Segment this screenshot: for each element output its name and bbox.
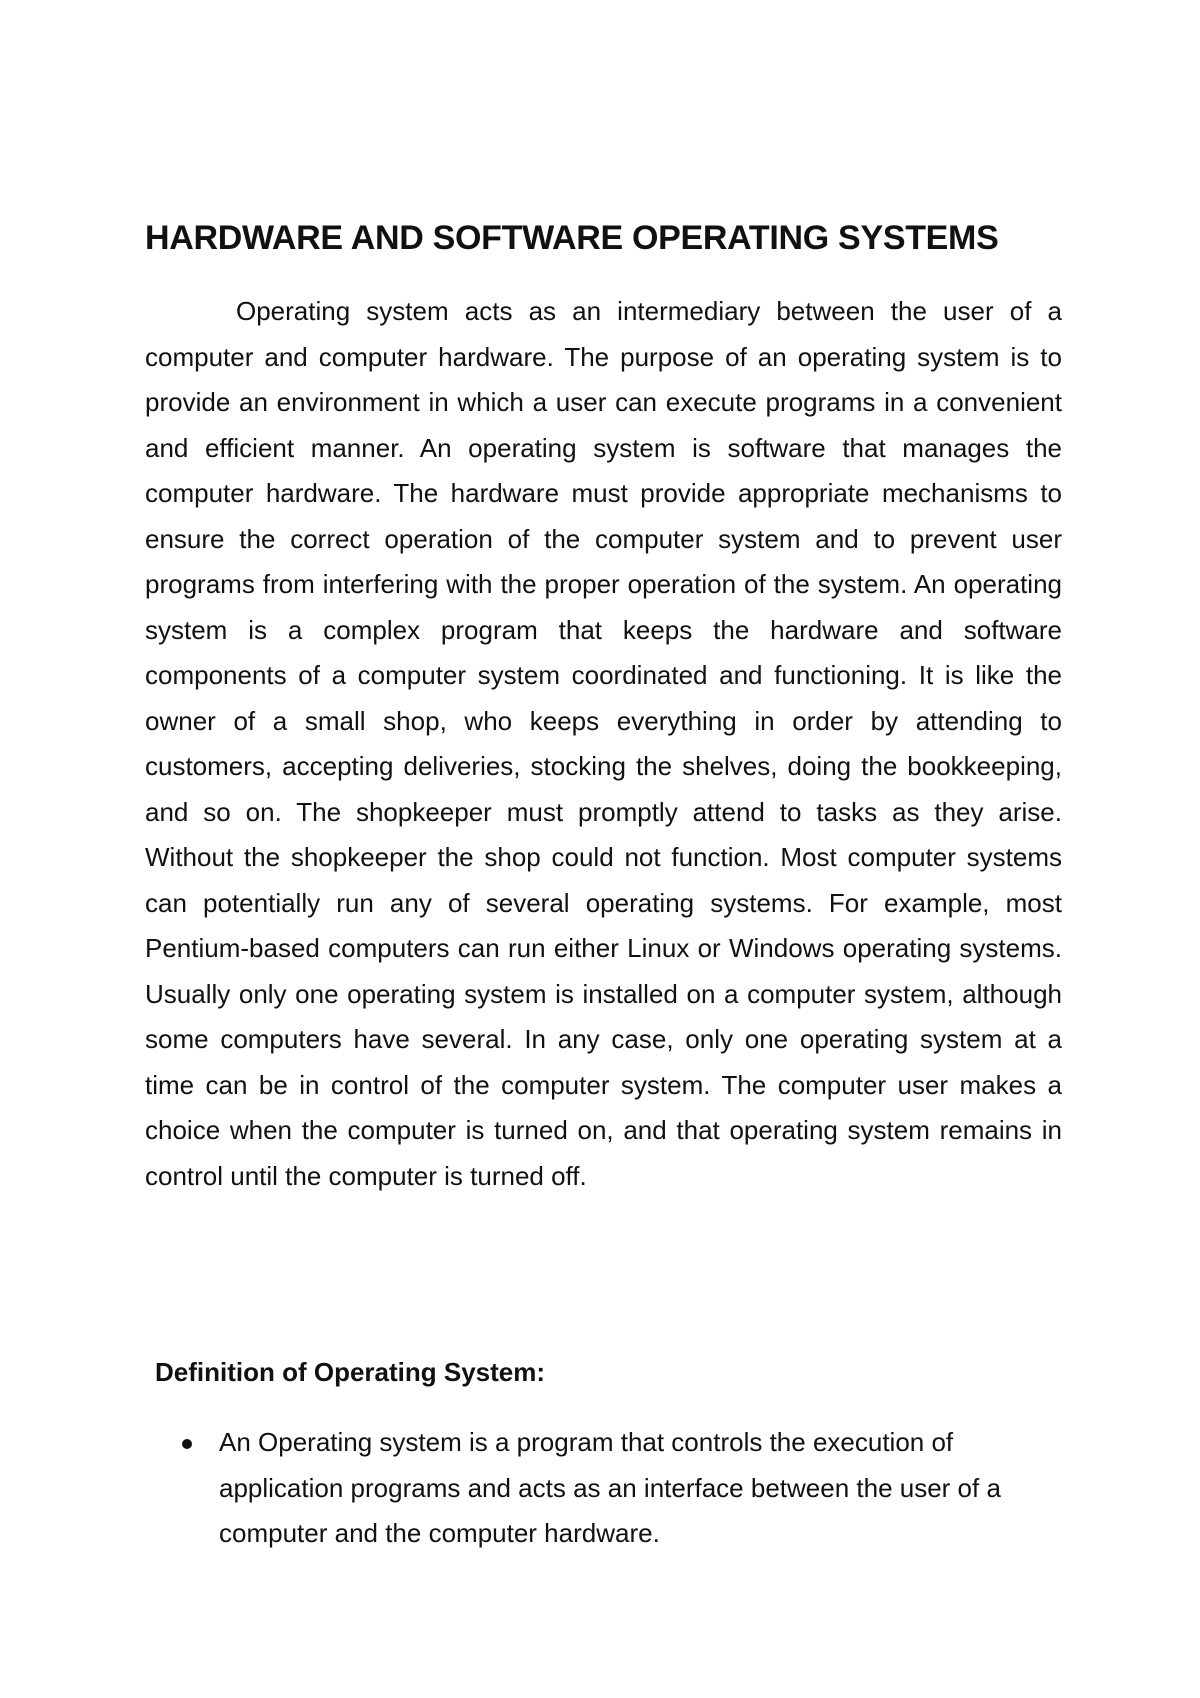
bullet-icon	[182, 1439, 192, 1449]
definition-list	[180, 1420, 1062, 1557]
document-title: HARDWARE AND SOFTWARE OPERATING SYSTEMS	[145, 219, 999, 257]
intro-paragraph: Operating system acts as an intermediary between the user of a computer and computer hardware. The purpose of an operating system is to provide an environment in which a user can execute programs in a convenient and efficient manner. An operating system is software that manages the computer hardware. The hardware must provide appropriate mechanisms to ensure the correct operation of the computer system and to prevent user programs from interfering with the proper operation of the system. An operating system is a complex program that keeps the hardware and software components of a computer system coordinated and functioning. It is like the owner of a small shop, who keeps everything in order by attending to customers, accepting deliveries, stocking the shelves, doing the bookkeeping, and so on. The shopkeeper must promptly attend to tasks as they arise. Without the shopkeeper the shop could not function. Most computer systems can potentially run any of several operating systems. For example, most Pentium-based computers can run either Linux or Windows operating systems. Usually only one operating system is installed on a computer system, although some computers have several. In any case, only one operating system at a time can be in control of the computer system. The computer user makes a choice when the computer is turned on, and that operating system remains in control until the computer is turned off.	[145, 296, 1062, 1191]
definition-heading: Definition of Operating System:	[155, 1357, 546, 1387]
definition-text: An Operating system is a program that controls the execution of application programs and acts as an interface between the user of a computer and the computer hardware.	[219, 1427, 1001, 1548]
list-item	[180, 1420, 1062, 1557]
